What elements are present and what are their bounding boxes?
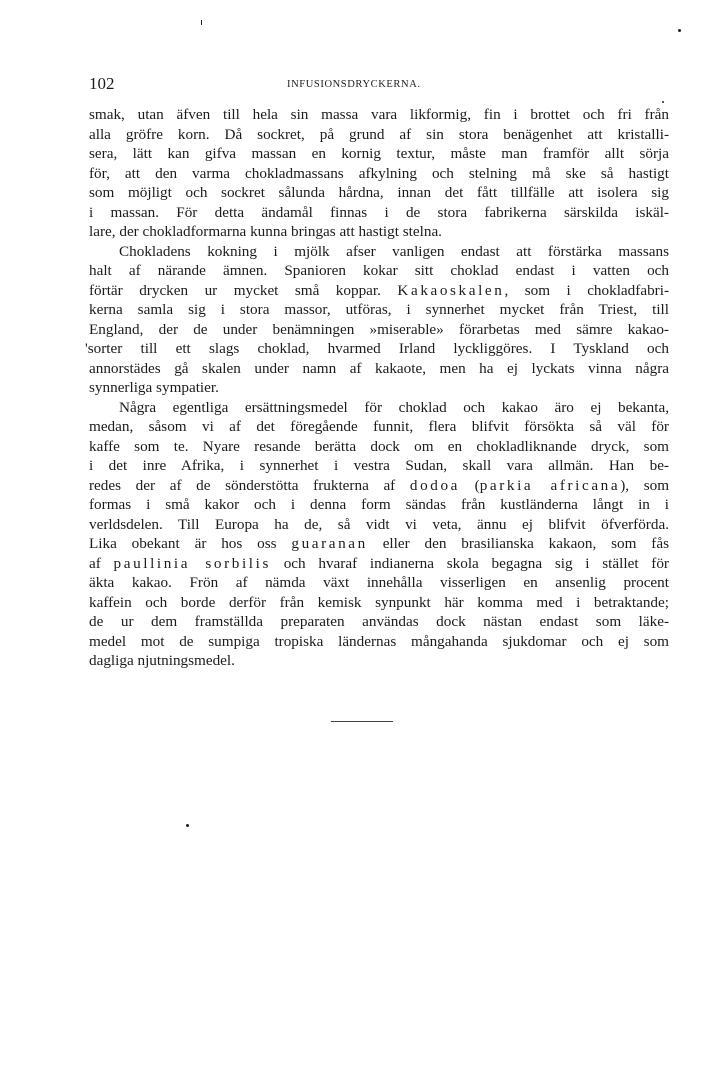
text-line: verldsdelen. Till Europa ha de, så vidt vi veta, ännu ej blifvit öfverförda. [89, 515, 669, 533]
text-line: i massan. För detta ändamål finnas i de stora fabrikerna särskilda iskäl- [89, 203, 669, 221]
text-segment: Lika obekant är hos oss [89, 535, 292, 552]
ink-speck [678, 29, 681, 32]
text-line: kaffein och borde derför från kemisk synpunkt här komma med i betraktande; [89, 593, 669, 611]
spaced-term-parkia-africana: parkia africana [479, 476, 621, 494]
text-segment: redes der af de sönderstötta frukterna af [89, 476, 410, 494]
text-line: kaffe som te. Nyare resande berätta dock om en chokladliknande dryck, som [89, 437, 669, 455]
text-line: halt af närande ämnen. Spanioren kokar sitt choklad endast i vatten och [89, 262, 669, 279]
text-line [89, 476, 669, 496]
text-line: smak, utan äfven till hela sin massa vara likformig, fin i brottet och fri från [89, 106, 669, 123]
text-line [89, 534, 669, 554]
paragraph-start-line: Några egentliga ersättningsmedel för choklad och kakao äro ej bekanta, [119, 398, 669, 416]
text-line [89, 281, 669, 301]
spaced-term-kakaoskalen: Kakaoskalen [397, 281, 505, 299]
paragraph-end-line: lare, der chokladformarna kunna bringas att hastigt stelna. [89, 223, 442, 240]
text-segment: ( [460, 476, 480, 494]
text-line: kerna samla sig i stora massor, utföras, i synnerhet mycket från Triest, till [89, 301, 669, 318]
text-line: för, att den varma chokladmassans afkylning och stelning må ske så hastigt [89, 164, 669, 182]
ink-speck [662, 101, 664, 103]
text-segment: och hvaraf indianerna skola begagna sig i stället för [270, 554, 669, 572]
text-line: som möjligt och sockret sålunda hårdna, innan det fått tillfälle att isolera sig [89, 184, 669, 201]
text-line: annorstädes gå skalen under namn af kakaote, men ha ej lyckats vinna några [89, 359, 669, 377]
text-line: 'sorter till ett slags choklad, hvarmed Irland lyckliggöres. I Tyskland och [85, 340, 669, 357]
text-line: alla gröfre korn. Då sockret, på grund af sin stora benägenhet att kristalli- [89, 125, 669, 143]
page-header [89, 74, 669, 96]
spaced-term-paullinia-sorbilis: paullinia sorbilis [113, 554, 271, 572]
paragraph-start-line: Chokladens kokning i mjölk afser vanligen endast att förstärka massans [119, 242, 669, 260]
body-text [85, 105, 670, 671]
text-line: medan, såsom vi af det föregående funnit, flera blifvit försökta så väl för [89, 418, 669, 435]
section-end-rule [331, 721, 393, 722]
paragraph-end-line: synnerliga sympatier. [89, 379, 219, 396]
text-line: de ur dem framställda preparaten användas dock nästan endast som läke- [89, 613, 669, 630]
text-line: sera, lätt kan gifva massan en kornig textur, måste man framför allt sörja [89, 145, 669, 162]
text-segment: eller den brasilianska kakaon, som fås [367, 535, 669, 552]
running-title: INFUSIONSDRYCKERNA. [287, 79, 421, 90]
text-line: medel mot de sumpiga tropiska ländernas mångahanda sjukdomar och ej som [89, 632, 669, 650]
ink-speck [186, 824, 189, 827]
text-segment: , som i chokladfabri- [504, 281, 669, 299]
spaced-term-guaranan: guaranan [291, 535, 368, 552]
text-line: äkta kakao. Frön af nämda växt innehålla visserligen en ansenlig procent [89, 574, 669, 591]
text-line: i det inre Afrika, i synnerhet i vestra Sudan, skall vara allmän. Han be- [89, 457, 669, 474]
text-segment: förtär drycken ur mycket små koppar. [89, 281, 381, 299]
paragraph-end-line: dagliga njutningsmedel. [89, 652, 235, 669]
text-line [89, 554, 669, 574]
text-segment: ), som [620, 476, 670, 494]
text-line: formas i små kakor och i denna form sändas från kustländerna långt in i [89, 496, 669, 513]
page-number: 102 [89, 74, 115, 93]
text-segment: af [89, 554, 114, 572]
ink-speck [201, 20, 202, 25]
text-line: England, der de under benämningen »miserable» förarbetas med sämre kakao- [89, 320, 669, 338]
spaced-term-dodoa: dodoa [409, 476, 461, 494]
